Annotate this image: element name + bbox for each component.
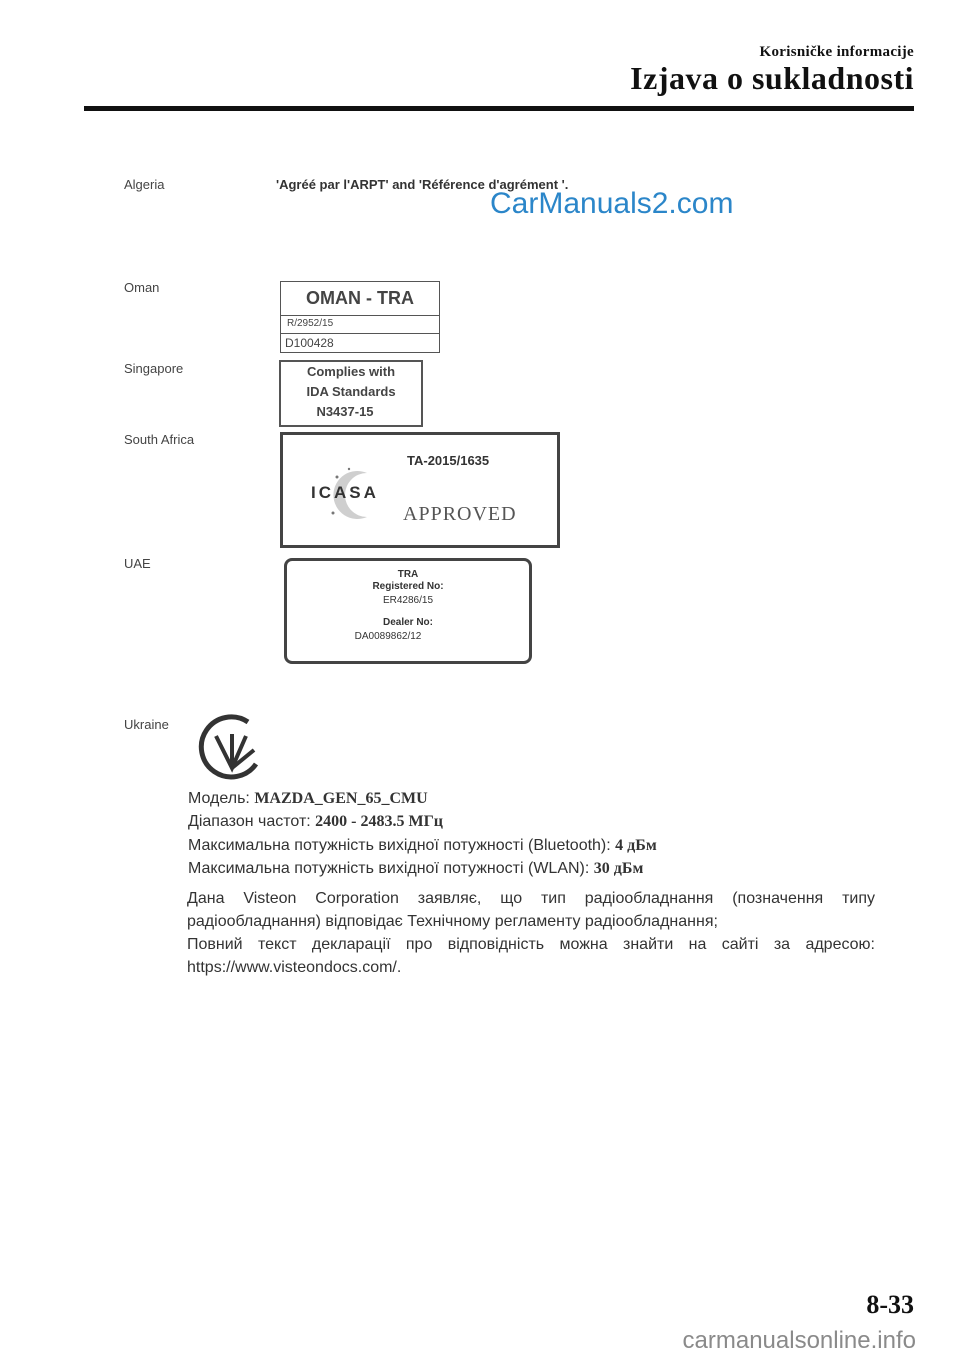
oman-tra-title: OMAN - TRA xyxy=(306,288,414,308)
ukraine-conformity-mark-icon xyxy=(198,714,264,786)
oman-registration-number: R/2952/15 xyxy=(287,318,334,329)
divider xyxy=(281,315,439,316)
watermark-bottom: carmanualsonline.info xyxy=(682,1327,916,1354)
uae-registered-number: ER4286/15 xyxy=(382,595,434,606)
singapore-line-1: Complies with xyxy=(306,364,396,379)
declaration-line-1: Дана Visteon Corporation заявляє, що тип радіообладнання (позначення типу xyxy=(187,890,875,907)
page-number: 8-33 xyxy=(866,1290,914,1319)
country-algeria: Algeria xyxy=(124,177,165,192)
country-oman: Oman xyxy=(124,280,160,295)
country-ukraine: Ukraine xyxy=(124,717,169,732)
oman-dealer-number: D100428 xyxy=(285,336,334,350)
model-value: MAZDA_GEN_65_CMU xyxy=(254,790,428,807)
country-singapore: Singapore xyxy=(124,361,184,376)
ukraine-frequency-line xyxy=(188,813,443,831)
bluetooth-power-label: Максимальна потужність вихідної потужності (Bluetooth): xyxy=(188,837,616,854)
declaration-line-2: радіообладнання) відповідає Технічному регламенту радіообладнання; xyxy=(187,913,718,930)
frequency-value: 2400 - 2483.5 МГц xyxy=(315,813,443,830)
algeria-approval-text: 'Agréé par l'ARPT' and 'Référence d'agrément '. xyxy=(276,177,569,192)
wlan-power-value: 30 дБм xyxy=(593,860,644,877)
south-africa-icasa-label xyxy=(280,432,560,548)
page-title: Izjava o sukladnosti xyxy=(630,60,914,96)
ukraine-bluetooth-power-line xyxy=(188,837,657,855)
model-label: Модель: xyxy=(188,790,255,807)
frequency-label: Діапазон частот: xyxy=(188,813,316,830)
country-south-africa: South Africa xyxy=(124,432,195,447)
uae-registered-label: Registered No: xyxy=(372,581,444,592)
ukraine-wlan-power-line xyxy=(188,860,643,878)
section-label: Korisničke informacije xyxy=(759,44,914,60)
singapore-line-2: IDA Standards xyxy=(306,384,396,399)
bluetooth-power-value: 4 дБм xyxy=(615,837,657,854)
uae-dealer-number: DA0089862/12 xyxy=(354,631,422,642)
singapore-ida-label xyxy=(279,360,423,427)
divider xyxy=(281,333,439,334)
header-rule xyxy=(84,106,914,111)
singapore-line-3: N3437-15 xyxy=(316,404,374,419)
country-uae: UAE xyxy=(124,556,151,571)
uae-tra-label xyxy=(284,558,532,664)
icasa-ta-number: TA-2015/1635 xyxy=(407,453,490,468)
wlan-power-label: Максимальна потужність вихідної потужності (WLAN): xyxy=(188,860,594,877)
uae-tra-title: TRA xyxy=(397,569,419,580)
icasa-approved-text: APPROVED xyxy=(403,503,517,525)
declaration-line-3: Повний текст декларації про відповідність можна знайти на сайті за адресою: xyxy=(187,936,875,953)
oman-tra-label xyxy=(280,281,440,353)
icasa-logo-text: ICASA xyxy=(311,483,379,502)
watermark-top: CarManuals2.com xyxy=(490,187,734,220)
ukraine-model-line xyxy=(188,790,428,808)
declaration-url[interactable]: https://www.visteondocs.com/. xyxy=(187,959,402,976)
uae-dealer-label: Dealer No: xyxy=(382,617,433,628)
